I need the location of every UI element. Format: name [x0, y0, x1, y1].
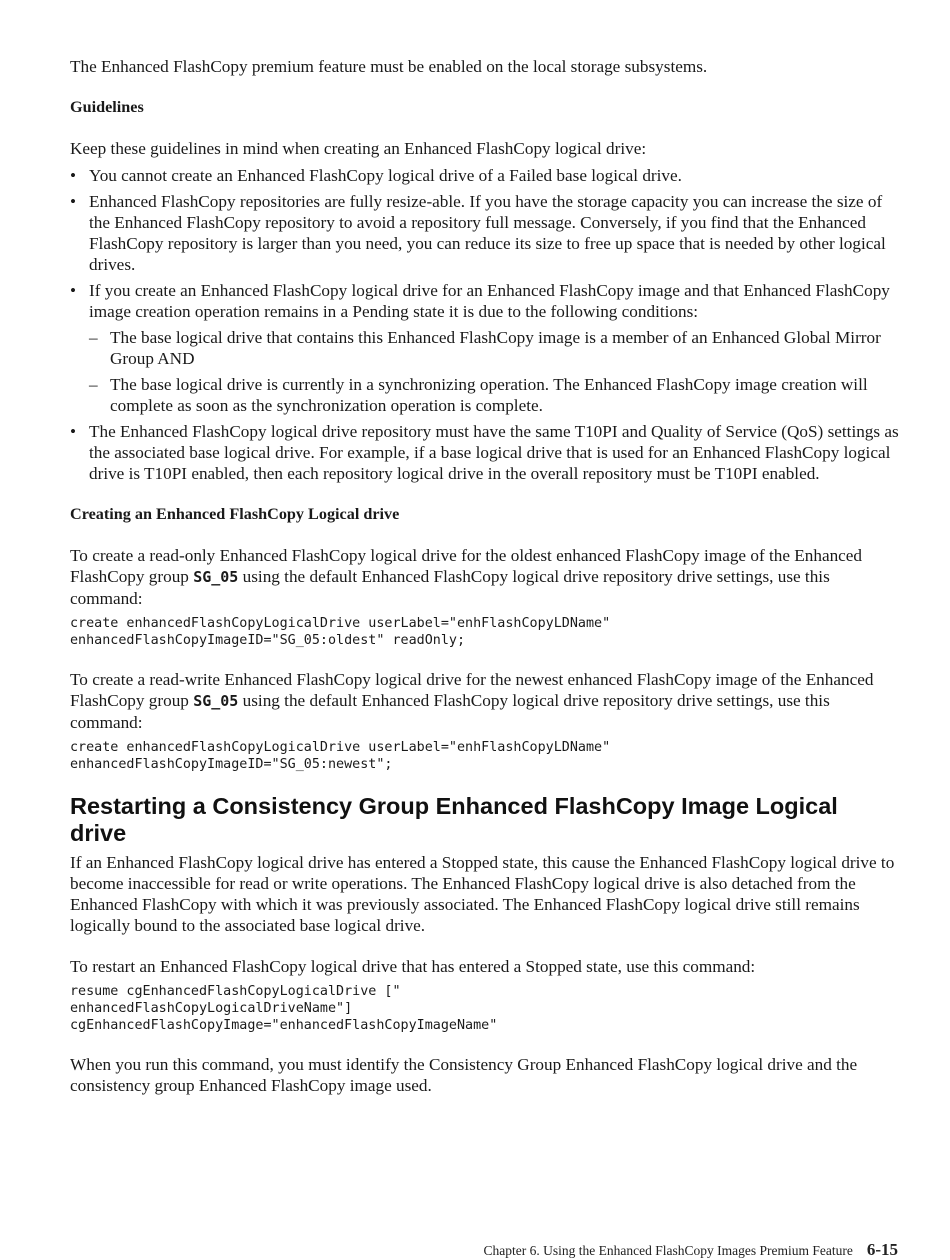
document-page [70, 56, 900, 1096]
list-item-text: The Enhanced FlashCopy logical drive repository must have the same T10PI and Quality of Service (QoS) settings as the associated base logical drive. For example, if a base logical drive that is used for an Enhanced FlashCopy logical drive is T10PI enabled, then each repository logical drive in the overall repository must be T10PI enabled. [89, 422, 899, 483]
bullet-icon: • [70, 422, 77, 441]
footer-chapter-title: Chapter 6. Using the Enhanced FlashCopy Images Premium Feature [483, 1243, 853, 1258]
dash-icon: – [89, 375, 98, 394]
list-item [70, 191, 900, 275]
paragraph-text: To create a read-only Enhanced FlashCopy logical drive for the oldest enhanced FlashCopy image of the Enhanced FlashCopy group [70, 546, 863, 586]
restarting-closing-paragraph: When you run this command, you must identify the Consistency Group Enhanced FlashCopy logical drive and the consistency group Enhanced FlashCopy image used. [70, 1055, 858, 1095]
creating-heading: Creating an Enhanced FlashCopy Logical drive [70, 505, 400, 523]
guidelines-list [70, 165, 900, 484]
sub-list-item-text: The base logical drive that contains this Enhanced FlashCopy image is a member of an Enhanced Global Mirror Group AND [110, 328, 881, 368]
guidelines-lead: Keep these guidelines in mind when creating an Enhanced FlashCopy logical drive: [70, 139, 647, 158]
group-name-code: SG_05 [193, 692, 239, 710]
command-block-readonly: create enhancedFlashCopyLogicalDrive userLabel="enhFlashCopyLDName" enhancedFlashCopyImageID="SG_05:oldest" readOnly; [70, 616, 611, 648]
group-name-code: SG_05 [193, 568, 239, 586]
sub-list-item [89, 374, 900, 416]
list-item [70, 165, 900, 186]
restarting-command-intro: To restart an Enhanced FlashCopy logical drive that has entered a Stopped state, use this command: [70, 957, 756, 976]
list-item-text: If you create an Enhanced FlashCopy logical drive for an Enhanced FlashCopy image and that Enhanced FlashCopy image creation operation remains in a Pending state it is due to the following conditions: [89, 281, 890, 321]
paragraph-text: using the default Enhanced FlashCopy logical drive repository drive settings, use this command: [70, 567, 830, 608]
list-item-text: Enhanced FlashCopy repositories are fully resize-able. If you have the storage capacity you can increase the size of the Enhanced FlashCopy repository to avoid a repository full message. Conversely, if you find that the Enhanced FlashCopy repository is larger than you need, you can reduce its size to free up space that is needed by other logical drives. [89, 192, 886, 274]
paragraph-text: To create a read-write Enhanced FlashCopy logical drive for the newest enhanced FlashCopy image of the Enhanced FlashCopy group [70, 670, 874, 710]
bullet-icon: • [70, 192, 77, 211]
page-footer [484, 1240, 898, 1260]
list-item-text: You cannot create an Enhanced FlashCopy logical drive of a Failed base logical drive. [89, 166, 682, 185]
section-heading: Restarting a Consistency Group Enhanced FlashCopy Image Logical drive [70, 793, 838, 846]
sub-list-item [89, 327, 900, 369]
sub-list-item-text: The base logical drive is currently in a synchronizing operation. The Enhanced FlashCopy image creation will complete as soon as the synchronization operation is complete. [110, 375, 868, 415]
conditions-list [89, 327, 900, 416]
dash-icon: – [89, 328, 98, 347]
command-block-resume: resume cgEnhancedFlashCopyLogicalDrive [" enhancedFlashCopyLogicalDriveName"] cgEnhancedFlashCopyImage="enhancedFlashCopyImageName" [70, 984, 498, 1033]
paragraph-text: using the default Enhanced FlashCopy logical drive repository drive settings, use this command: [70, 691, 830, 732]
bullet-icon: • [70, 281, 77, 300]
guidelines-heading: Guidelines [70, 98, 144, 116]
page-number: 6-15 [866, 1240, 898, 1259]
intro-paragraph: The Enhanced FlashCopy premium feature must be enabled on the local storage subsystems. [70, 57, 708, 76]
list-item [70, 280, 900, 416]
restarting-paragraph: If an Enhanced FlashCopy logical drive has entered a Stopped state, this cause the Enhanced FlashCopy logical drive to become inaccessible for read or write operations. The Enhanced FlashCopy logical drive is also detached from the Enhanced FlashCopy with which it was previously associated. The Enhanced FlashCopy logical drive still remains logically bound to the associated base logical drive. [70, 853, 895, 935]
creating-paragraph-readwrite [70, 669, 900, 733]
bullet-icon: • [70, 166, 77, 185]
creating-paragraph-readonly [70, 545, 900, 609]
list-item [70, 421, 900, 484]
command-block-readwrite: create enhancedFlashCopyLogicalDrive userLabel="enhFlashCopyLDName" enhancedFlashCopyImageID="SG_05:newest"; [70, 740, 611, 772]
